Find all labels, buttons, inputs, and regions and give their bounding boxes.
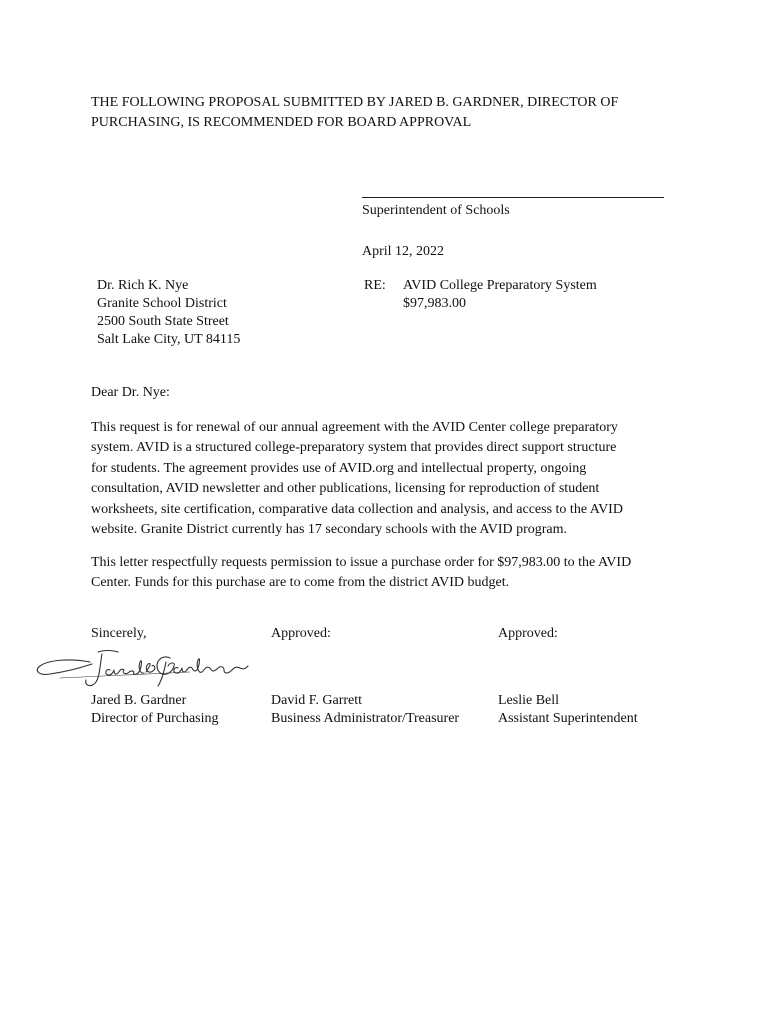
recipient-street: 2500 South State Street [97,314,229,329]
closing-sincerely: Sincerely, [91,626,147,641]
paragraph-line: website. Granite District currently has 17 secondary schools with the AVID program. [91,522,568,538]
body-paragraph-1 [91,418,623,540]
paragraph-line: This letter respectfully requests permission to issue a purchase order for $97,983.00 to the AVID [91,555,632,570]
recipient-organization: Granite School District [97,296,227,311]
paragraph-line: system. AVID is a structured college-preparatory system that provides direct support structure [91,440,617,456]
recipient-name: Dr. Rich K. Nye [97,278,189,293]
paragraph-line: for students. The agreement provides use of AVID.org and intellectual property, ongoing [91,460,587,476]
signer-purchasing-director [91,692,219,728]
paragraph-line: This request is for renewal of our annual agreement with the AVID Center college preparatory [91,420,618,435]
signer-name: Jared B. Gardner [91,693,187,708]
signer-business-administrator [271,692,459,728]
closing-approved-asst-superintendent: Approved: [498,626,558,641]
signer-title: Business Administrator/Treasurer [271,711,460,726]
proposal-header-line-1: THE FOLLOWING PROPOSAL SUBMITTED BY JARED B. GARDNER, DIRECTOR OF [91,95,619,110]
signer-name: David F. Garrett [271,693,363,708]
letter-date: April 12, 2022 [362,244,445,259]
body-paragraph-2 [91,553,631,594]
salutation: Dear Dr. Nye: [91,385,170,400]
re-amount: $97,983.00 [403,296,466,311]
paragraph-line: consultation, AVID newsletter and other publications, licensing for reproduction of student [91,481,600,497]
paragraph-line: Center. Funds for this purchase are to come from the district AVID budget. [91,575,510,591]
handwritten-signature [30,640,250,690]
re-label: RE: [364,278,386,293]
signer-assistant-superintendent [498,692,638,728]
recipient-address [97,277,240,349]
closing-approved-business-admin: Approved: [271,626,331,641]
paragraph-line: worksheets, site certification, comparative data collection and analysis, and access to the AVID [91,501,623,517]
signer-title: Assistant Superintendent [498,711,638,726]
superintendent-label: Superintendent of Schools [362,203,510,218]
superintendent-signature-line [362,197,664,198]
proposal-header-line-2: PURCHASING, IS RECOMMENDED FOR BOARD APPROVAL [91,115,472,130]
signer-title: Director of Purchasing [91,711,219,726]
recipient-city: Salt Lake City, UT 84115 [97,332,241,347]
re-subject: AVID College Preparatory System [403,278,597,293]
signer-name: Leslie Bell [498,693,560,708]
